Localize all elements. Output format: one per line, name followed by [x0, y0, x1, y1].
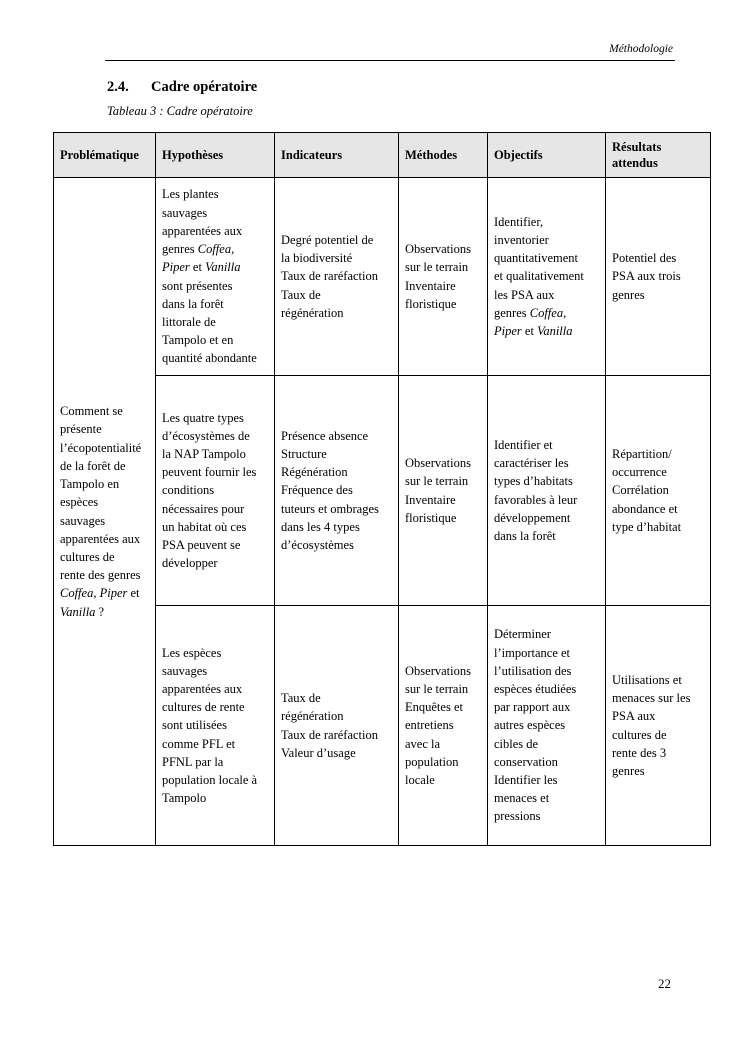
hypotheses-cell	[156, 178, 275, 376]
cell-line: l’importance et	[494, 645, 571, 660]
cell-line: Tampolo	[162, 791, 207, 806]
cell-line: sauvages	[162, 205, 208, 220]
header-indicateurs: Indicateurs	[275, 133, 399, 178]
cell-line: par rapport aux	[494, 700, 571, 715]
objectifs-cell	[488, 376, 606, 606]
cell-line: Structure	[281, 446, 327, 461]
cell-line: avec la	[405, 736, 441, 751]
cell-line: Taux de raréfaction	[281, 727, 378, 742]
cell-line: régénération	[281, 305, 344, 320]
cell-line: dans les 4 types	[281, 519, 360, 534]
cell-line: présente	[60, 422, 102, 437]
cell-line: espèces étudiées	[494, 681, 577, 696]
resultats-cell	[606, 376, 711, 606]
cell-line: locale	[405, 773, 435, 787]
table-caption: Tableau 3 : Cadre opératoire	[107, 104, 253, 118]
cell-line: floristique	[405, 296, 457, 311]
header-resultats: Résultats attendus	[606, 133, 711, 178]
table-row	[54, 178, 711, 376]
hypotheses-cell	[156, 606, 275, 846]
cell-line: types d’habitats	[494, 474, 573, 489]
cell-line: comme PFL et	[162, 736, 236, 751]
cell-line: l’écopotentialité	[60, 440, 142, 455]
cell-line: Corrélation	[612, 483, 669, 498]
cell-line: sur le terrain	[405, 474, 469, 489]
cell-line: Valeur d’usage	[281, 745, 356, 760]
cell-line: population	[405, 754, 459, 769]
cell-line: Les plantes	[162, 187, 219, 202]
cell-line: type d’habitat	[612, 519, 682, 534]
cell-line: cultures de rente	[162, 700, 245, 715]
section-number: 2.4.	[107, 79, 129, 95]
section-heading	[107, 79, 257, 96]
cell-line: caractériser les	[494, 456, 569, 471]
cell-line: Les quatre types	[162, 410, 244, 425]
cell-line: abondance et	[612, 501, 678, 516]
cell-line: littorale de	[162, 314, 216, 329]
cell-line: rente des 3	[612, 745, 667, 760]
hypotheses-cell	[156, 376, 275, 606]
cell-line: cibles de	[494, 736, 539, 751]
cell-line: Coffea, Piper et	[60, 586, 140, 601]
cell-line: développement	[494, 510, 571, 525]
cadre-operatoire-table	[53, 132, 711, 846]
cell-line: d’écosystèmes de	[162, 428, 250, 443]
cell-line: sauvages	[162, 663, 208, 678]
cell-line: genres Coffea,	[162, 242, 235, 257]
cell-line: PSA aux trois	[612, 269, 681, 284]
cell-line: dans la forêt	[494, 528, 556, 543]
cell-line: apparentées aux	[60, 531, 141, 546]
cell-line: sont présentes	[162, 278, 233, 293]
cell-line: Taux de	[281, 691, 321, 706]
cell-line: sur le terrain	[405, 681, 469, 696]
cell-line: de la forêt de	[60, 458, 126, 473]
table-header-row	[54, 133, 711, 178]
cell-line: Taux de raréfaction	[281, 269, 378, 284]
cell-line: Utilisations et	[612, 672, 682, 687]
cell-line: Fréquence des	[281, 483, 353, 498]
cell-line: Inventaire	[405, 492, 456, 507]
cell-line: la NAP Tampolo	[162, 446, 246, 461]
cell-line: développer	[162, 556, 218, 571]
cell-line: sauvages	[60, 513, 106, 528]
methodes-cell	[399, 178, 488, 376]
cell-line: Présence absence	[281, 428, 369, 443]
cell-line: genres	[612, 763, 645, 778]
cell-line: PSA aux	[612, 709, 656, 724]
running-header: Méthodologie	[609, 43, 673, 55]
cell-line: population locale à	[162, 773, 258, 787]
cell-line: peuvent fournir les	[162, 465, 257, 480]
header-rule	[105, 60, 675, 61]
problematique-cell	[54, 178, 156, 846]
cell-line: favorables à leur	[494, 492, 578, 507]
header-methodes: Méthodes	[399, 133, 488, 178]
cell-line: la biodiversité	[281, 251, 353, 266]
methodes-cell	[399, 376, 488, 606]
cell-line: apparentées aux	[162, 681, 243, 696]
header-problematique: Problématique	[54, 133, 156, 178]
cell-line: Tampolo et en	[162, 333, 234, 348]
resultats-cell	[606, 606, 711, 846]
cell-line: Les espèces	[162, 645, 222, 660]
cell-line: occurrence	[612, 465, 667, 480]
cell-line: Déterminer	[494, 627, 551, 642]
cell-line: Enquêtes et	[405, 700, 463, 715]
cell-line: régénération	[281, 709, 344, 724]
cell-line: floristique	[405, 510, 457, 525]
objectifs-cell	[488, 178, 606, 376]
cell-line: l’utilisation des	[494, 663, 572, 678]
methodes-cell	[399, 606, 488, 846]
cell-line: pressions	[494, 809, 541, 824]
cell-line: Potentiel des	[612, 251, 677, 266]
cell-line: cultures de	[612, 727, 667, 742]
cell-line: inventorier	[494, 232, 549, 247]
cell-line: genres Coffea,	[494, 305, 567, 320]
cell-line: nécessaires pour	[162, 501, 245, 516]
cell-line: Piper et Vanilla	[494, 324, 573, 338]
cell-line: conservation	[494, 754, 558, 769]
resultats-cell	[606, 178, 711, 376]
cell-line: Identifier les	[494, 773, 558, 787]
cell-line: cultures de	[60, 549, 115, 564]
cell-line: conditions	[162, 483, 215, 498]
cell-line: apparentées aux	[162, 223, 243, 238]
cell-line: Degré potentiel de	[281, 232, 374, 247]
cell-line: entretiens	[405, 718, 454, 733]
cell-line: Identifier,	[494, 214, 544, 229]
header-hypotheses: Hypothèses	[156, 133, 275, 178]
cell-line: et qualitativement	[494, 269, 584, 284]
cell-line: Tampolo en	[60, 477, 120, 492]
cell-line: PSA peuvent se	[162, 538, 241, 552]
page-number: 22	[658, 976, 671, 991]
cell-line: dans la forêt	[162, 296, 224, 311]
cell-line: Observations	[405, 663, 471, 678]
cell-line: Comment se	[60, 404, 123, 419]
cell-line: menaces sur les	[612, 691, 691, 706]
cell-line: Inventaire	[405, 278, 456, 293]
indicateurs-cell	[275, 606, 399, 846]
cell-line: Vanilla ?	[60, 604, 105, 619]
cell-line: Piper et Vanilla	[162, 260, 241, 275]
cell-line: PFNL par la	[162, 754, 224, 769]
cell-line: d’écosystèmes	[281, 538, 354, 552]
cell-line: Répartition/	[612, 446, 672, 461]
objectifs-cell	[488, 606, 606, 846]
cell-line: les PSA aux	[494, 287, 555, 302]
cell-line: Identifier et	[494, 437, 553, 452]
cell-line: Taux de	[281, 287, 321, 302]
cell-line: Régénération	[281, 465, 348, 480]
indicateurs-cell	[275, 178, 399, 376]
cell-line: quantitativement	[494, 251, 579, 266]
cell-line: Observations	[405, 242, 471, 257]
cell-line: autres espèces	[494, 718, 566, 733]
cell-line: menaces et	[494, 791, 550, 806]
cell-line: espèces	[60, 495, 99, 510]
cell-line: tuteurs et ombrages	[281, 501, 379, 516]
cell-line: rente des genres	[60, 568, 141, 583]
cell-line: un habitat où ces	[162, 519, 247, 534]
header-objectifs: Objectifs	[488, 133, 606, 178]
section-title: Cadre opératoire	[151, 79, 258, 95]
cell-line: Observations	[405, 456, 471, 471]
cell-line: sont utilisées	[162, 718, 227, 733]
indicateurs-cell	[275, 376, 399, 606]
cell-line: genres	[612, 287, 645, 302]
cell-line: sur le terrain	[405, 260, 469, 275]
cell-line: quantité abondante	[162, 351, 257, 366]
